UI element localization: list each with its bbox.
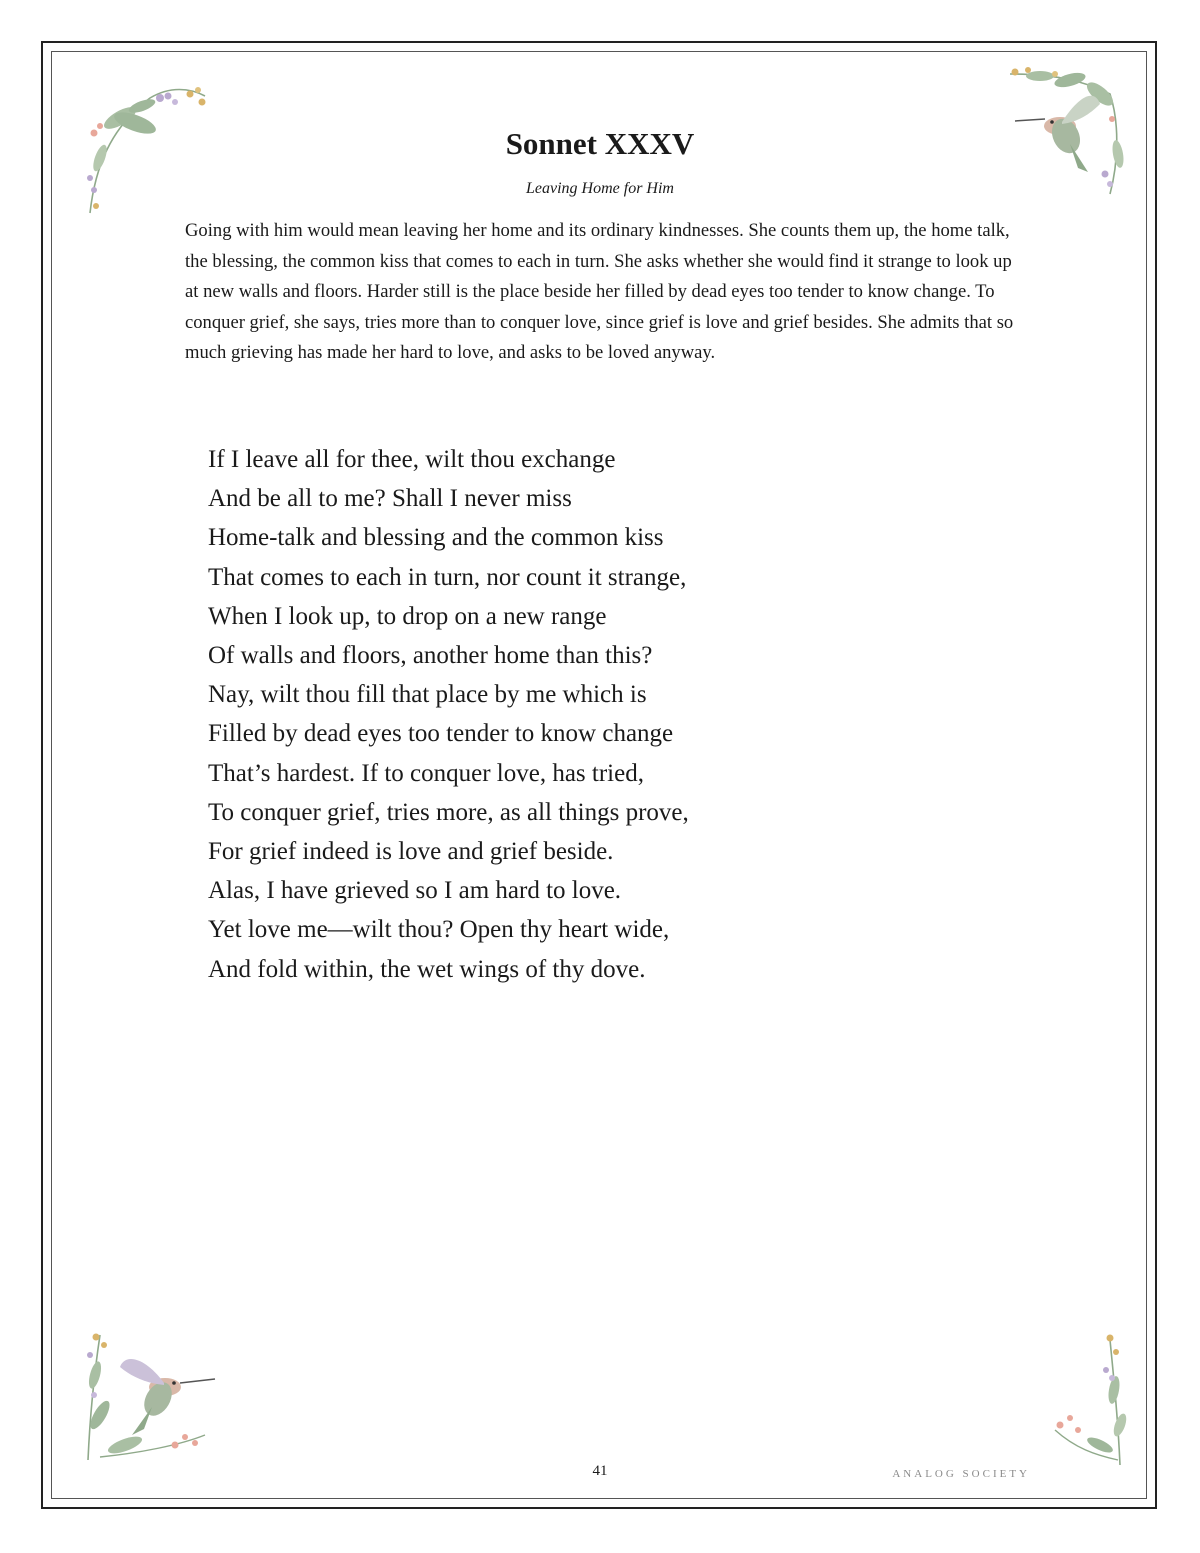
page-number: 41	[592, 1463, 608, 1479]
poem-line: When I look up, to drop on a new range	[208, 602, 607, 630]
poem-line: Yet love me—wilt thou? Open thy heart wide,	[208, 916, 670, 944]
poem-line: If I leave all for thee, wilt thou exchange	[208, 446, 616, 473]
summary-paragraph: Going with him would mean leaving her home and its ordinary kindnesses. She counts them up, the home talk, the blessing, the common kiss that comes to each in turn. She asks whether she would find it strange to look up at new walls and floors. Harder still is the place beside her filled by dead eyes too tender to know change. To conquer grief, she says, tries more than to conquer love, since grief is love and grief besides. She admits that so much grieving has made her hard to love, and asks to be loved anyway.	[185, 220, 1014, 364]
hummingbird-floral-icon	[80, 1325, 220, 1465]
page-subtitle: Leaving Home for Him	[526, 180, 674, 197]
poem-line: Nay, wilt thou fill that place by me which is	[208, 681, 647, 709]
poem-line: Of walls and floors, another home than this?	[208, 642, 653, 670]
poem-line: For grief indeed is love and grief beside.	[208, 838, 614, 866]
floral-corner-icon	[1040, 1330, 1130, 1470]
poem-text	[208, 440, 968, 989]
poem-line: Filled by dead eyes too tender to know change	[208, 720, 674, 748]
poem-line: Home-talk and blessing and the common kiss	[208, 524, 664, 552]
poem-line: That’s hardest. If to conquer love, has tried,	[208, 759, 644, 787]
poem-line: And fold within, the wet wings of thy dove.	[208, 955, 646, 983]
page-title: Sonnet XXXV	[505, 126, 695, 161]
brand-footer: ANALOG SOCIETY	[892, 1468, 1030, 1480]
poem-line: And be all to me? Shall I never miss	[208, 485, 572, 513]
poem-line: To conquer grief, tries more, as all things prove,	[208, 798, 689, 826]
poem-line: Alas, I have grieved so I am hard to love.	[208, 877, 622, 905]
poem-line: That comes to each in turn, nor count it strange,	[208, 563, 687, 591]
